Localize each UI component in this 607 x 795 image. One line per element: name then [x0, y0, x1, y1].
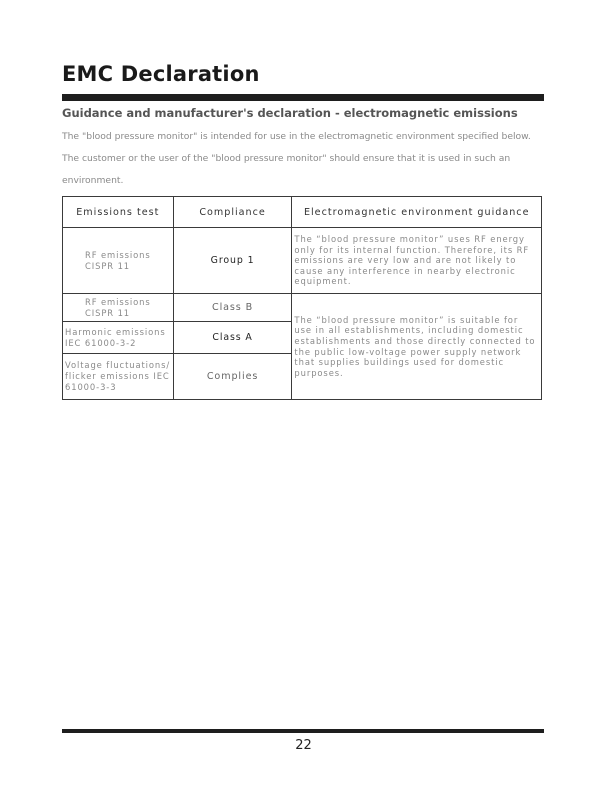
- emissions-table: [62, 196, 542, 400]
- header-emissions-test: Emissions test: [63, 197, 174, 228]
- emissions-test-cell: Voltage fluctuations/ flicker emissions IEC 61000-3-3: [63, 354, 174, 400]
- compliance-cell: Complies: [173, 354, 292, 400]
- table-row: [63, 294, 542, 322]
- table-row: [63, 228, 542, 294]
- header-environment: Electromagnetic environment guidance: [292, 197, 542, 228]
- compliance-cell: Class B: [173, 294, 292, 322]
- footer-divider: [62, 729, 544, 733]
- environment-cell: The “blood pressure monitor” uses RF energy only for its internal function. Therefore, its RF emissions are very low and are not likely to cause any interference in nearby electronic equipment.: [292, 228, 542, 294]
- page-title: EMC Declaration: [62, 62, 260, 86]
- table-header-row: [63, 197, 542, 228]
- page-number: 22: [295, 738, 312, 753]
- compliance-cell: Class A: [173, 322, 292, 354]
- emissions-test-cell: Harmonic emissions IEC 61000-3-2: [63, 322, 174, 354]
- intro-paragraph: The "blood pressure monitor" is intended for use in the electromagnetic environment specified below. The customer or the user of the "blood pressure monitor" should ensure that it is used in such an environment.: [62, 131, 531, 186]
- section-heading: Guidance and manufacturer's declaration - electromagnetic emissions: [62, 106, 518, 120]
- title-divider: [62, 94, 544, 101]
- emissions-test-cell: RF emissions CISPR 11: [63, 228, 174, 294]
- header-compliance: Compliance: [173, 197, 292, 228]
- compliance-cell: Group 1: [173, 228, 292, 294]
- environment-cell-shared: The “blood pressure monitor” is suitable for use in all establishments, including domestic establishments and those directly connected to the public low-voltage power supply network that supplies buildings used for domestic purposes.: [292, 294, 542, 400]
- emissions-test-cell: RF emissions CISPR 11: [63, 294, 174, 322]
